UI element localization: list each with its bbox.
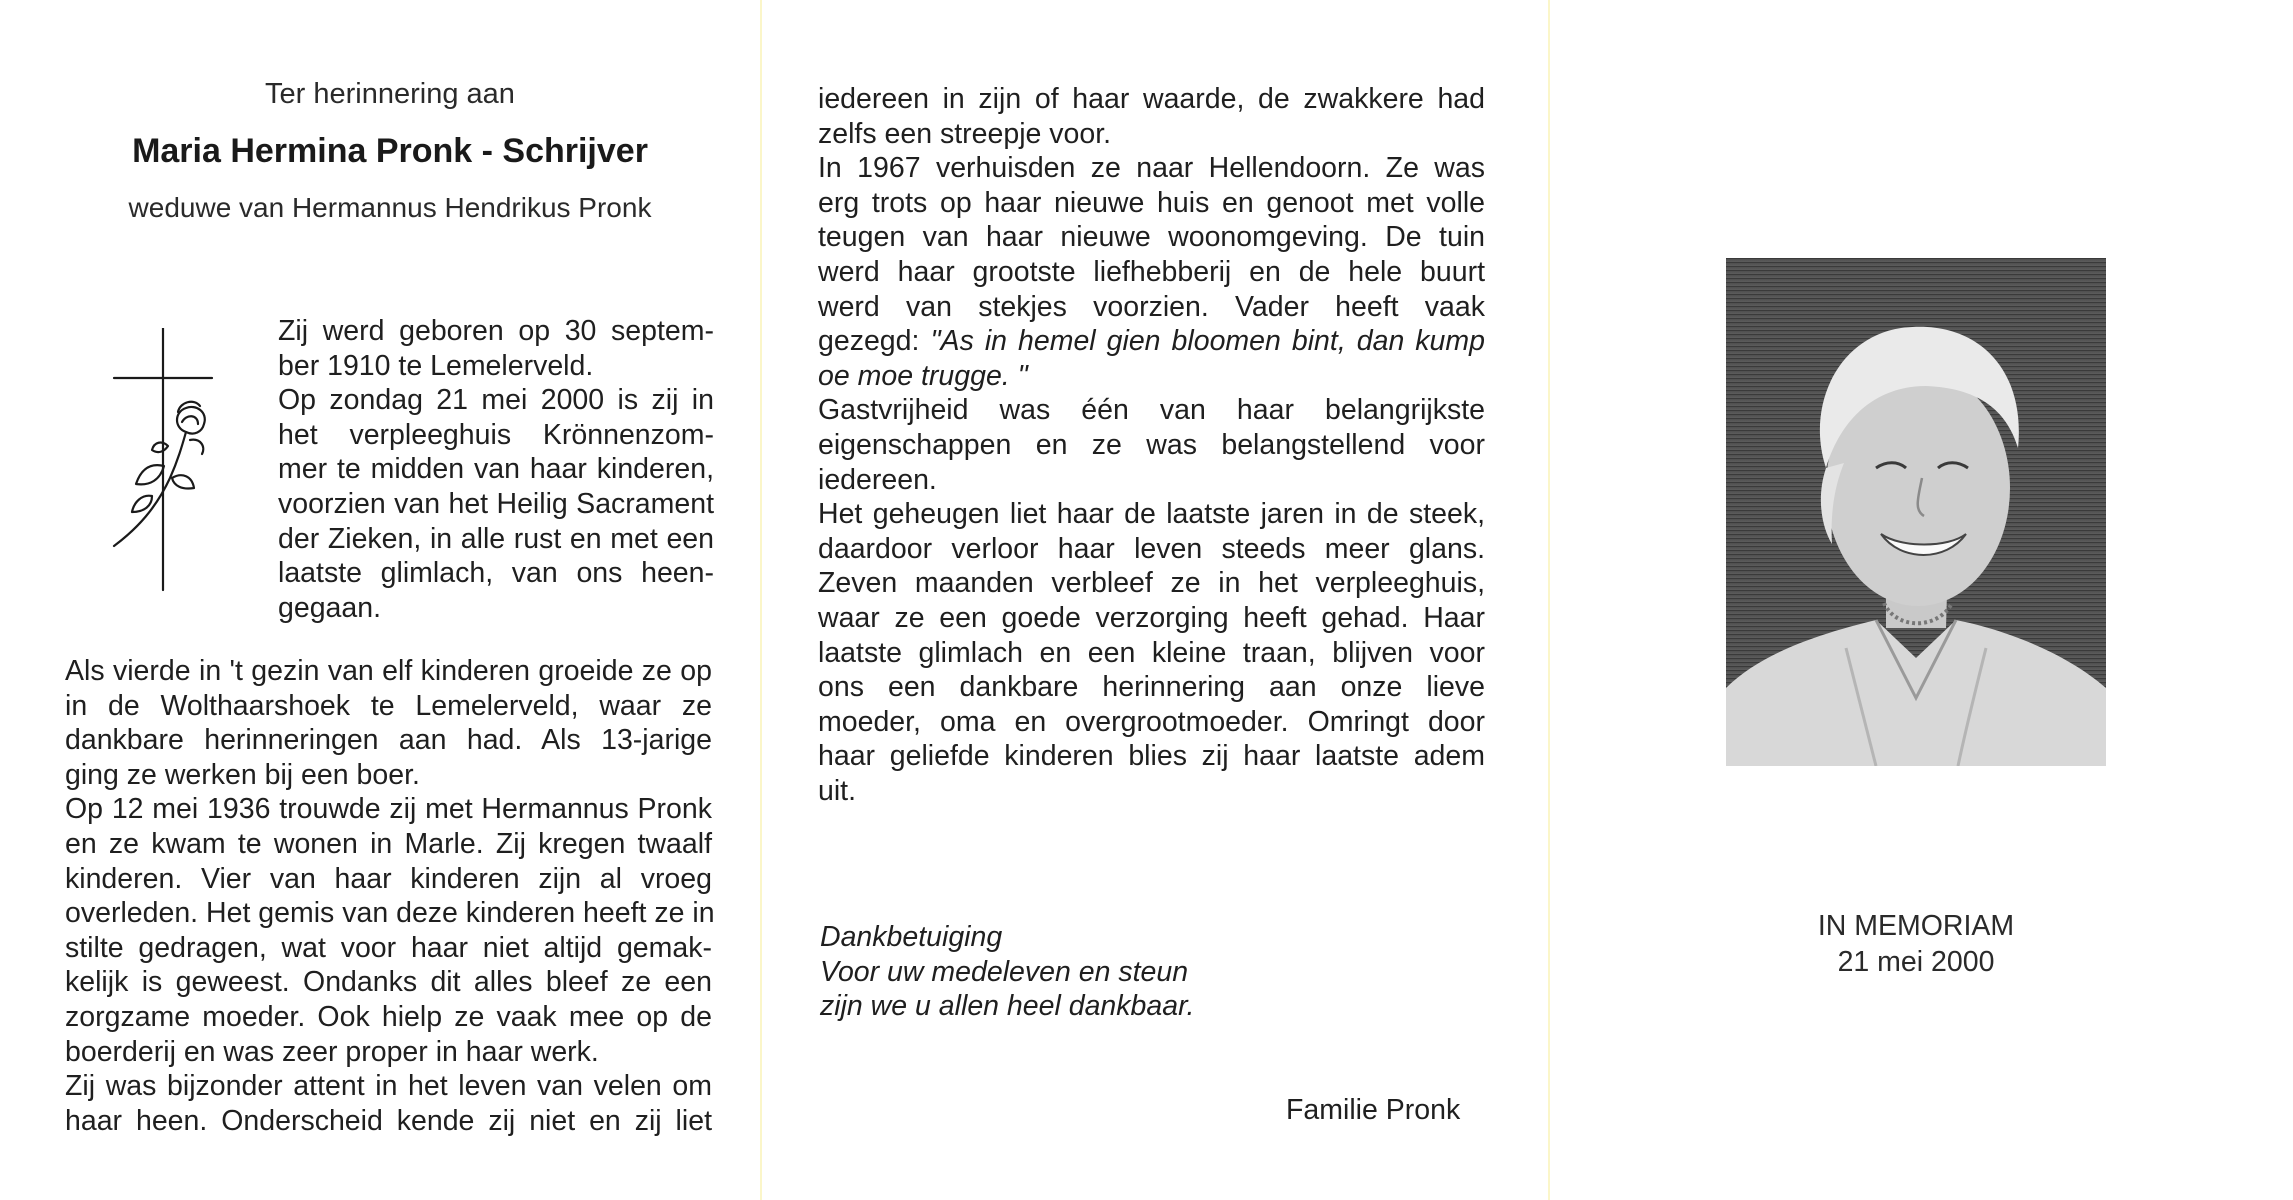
text-line: iedereen in zijn of haar waarde, de zwakkere had xyxy=(818,83,1485,115)
text-line: voorzien van het Heilig Sacrament xyxy=(278,487,714,520)
text-line: laatste glimlach, van ons heen- xyxy=(278,557,714,590)
acknowledgement xyxy=(820,920,1194,1024)
text-line: waar ze een goede verzorging heeft gehad. Haar xyxy=(818,601,1485,634)
text-line: het verpleeghuis Krönnenzom- xyxy=(278,418,714,451)
text-line: Op 12 mei 1936 trouwde zij met Hermannus Pronk xyxy=(65,793,712,826)
thanks-line: zijn we u allen heel dankbaar. xyxy=(820,990,1195,1023)
family-signature: Familie Pronk xyxy=(1286,1094,1461,1126)
intro-text: Ter herinnering aan xyxy=(265,78,515,110)
text-line: werd haar grootste liefhebberij en de hele buurt xyxy=(818,255,1485,288)
text-line: Zeven maanden verbleef ze in het verpleeghuis, xyxy=(818,567,1485,600)
text-line: eigenschappen en ze was belangstellend voor xyxy=(818,428,1485,461)
portrait-photo xyxy=(1726,258,2106,766)
text-line: Zij was bijzonder attent in het leven van velen om xyxy=(65,1070,712,1103)
text-line: zelfs een streepje voor. xyxy=(818,117,1112,150)
text-line: daardoor verloor haar leven steeds meer glans. xyxy=(818,532,1485,565)
text-line: In 1967 verhuisden ze naar Hellendoorn. Ze was xyxy=(818,152,1485,185)
text-line: boerderij en was zeer proper in haar werk. xyxy=(65,1035,599,1068)
text-line: uit. xyxy=(818,774,857,807)
text-line: stilte gedragen, wat voor haar niet altijd gemak- xyxy=(65,931,712,964)
text-line: iedereen. xyxy=(818,463,937,496)
text-line: teugen van haar nieuwe woonomgeving. De tuin xyxy=(818,221,1485,254)
thanks-title: Dankbetuiging xyxy=(820,921,1003,953)
text-line: ons een dankbare herinnering aan onze lieve xyxy=(818,671,1485,704)
text-line: gegaan. xyxy=(278,591,382,624)
text-line: in de Wolthaarshoek te Lemelerveld, waar ze xyxy=(65,689,712,722)
left-panel xyxy=(0,0,760,1200)
text-line: haar geliefde kinderen blies zij haar laatste adem xyxy=(818,740,1485,773)
deceased-name: Maria Hermina Pronk - Schrijver xyxy=(132,132,648,170)
right-panel xyxy=(1550,0,2293,1200)
text-line: haar heen. Onderscheid kende zij niet en zij liet xyxy=(65,1104,712,1137)
text-line: kelijk is geweest. Ondanks dit alles bleef ze een xyxy=(65,966,712,999)
text-line: Op zondag 21 mei 2000 is zij in xyxy=(278,384,714,417)
widow-of-text: weduwe van Hermannus Hendrikus Pronk xyxy=(128,192,652,223)
text-line: moeder, oma en overgrootmoeder. Omringt door xyxy=(818,705,1485,738)
text-line: mer te midden van haar kinderen, xyxy=(278,453,714,486)
text-line: en ze kwam te wonen in Marle. Zij kregen twaalf xyxy=(65,827,712,860)
text-line: Als vierde in 't gezin van elf kinderen groeide ze op xyxy=(65,655,712,687)
text-line: Het geheugen liet haar de laatste jaren in de steek, xyxy=(818,498,1485,531)
text-line: kinderen. Vier van haar kinderen zijn al vroeg xyxy=(65,862,712,895)
dialect-quote: "As in hemel gien bloomen bint, dan kump xyxy=(930,325,1485,358)
text-line: ber 1910 te Lemelerveld. xyxy=(278,349,594,382)
text-line: laatste glimlach en een kleine traan, blijven voor xyxy=(818,636,1485,669)
biography-continued xyxy=(818,82,1485,808)
memoriam-date: 21 mei 2000 xyxy=(1837,946,1995,978)
text-line: dankbare herinneringen aan had. Als 13-jarige xyxy=(65,724,712,757)
dialect-quote-end: oe moe trugge. " xyxy=(818,359,1028,392)
memoriam-title: IN MEMORIAM xyxy=(1817,910,2015,942)
text-line: Zij werd geboren op 30 septem- xyxy=(278,315,714,347)
text-line: der Zieken, in alle rust en met een xyxy=(278,522,714,555)
quote-line xyxy=(818,324,1485,359)
middle-panel xyxy=(760,0,1550,1200)
text-line: overleden. Het gemis van deze kinderen heeft ze in xyxy=(65,897,715,930)
memoriam-block xyxy=(1726,908,2106,980)
quote-lead: gezegd: xyxy=(818,325,931,358)
thanks-line: Voor uw medeleven en steun xyxy=(820,955,1189,988)
text-line: erg trots op haar nieuwe huis en genoot met volle xyxy=(818,186,1485,219)
cross-with-rose-icon xyxy=(108,328,228,598)
text-line: Gastvrijheid was één van haar belangrijkste xyxy=(818,394,1485,427)
biography-text xyxy=(65,654,715,1138)
text-line: werd van stekjes voorzien. Vader heeft vaak xyxy=(818,290,1485,323)
text-line: ging ze werken bij een boer. xyxy=(65,758,420,791)
text-line: zorgzame moeder. Ook hielp ze vaak mee op de xyxy=(65,1000,712,1033)
birth-paragraph xyxy=(278,314,714,625)
